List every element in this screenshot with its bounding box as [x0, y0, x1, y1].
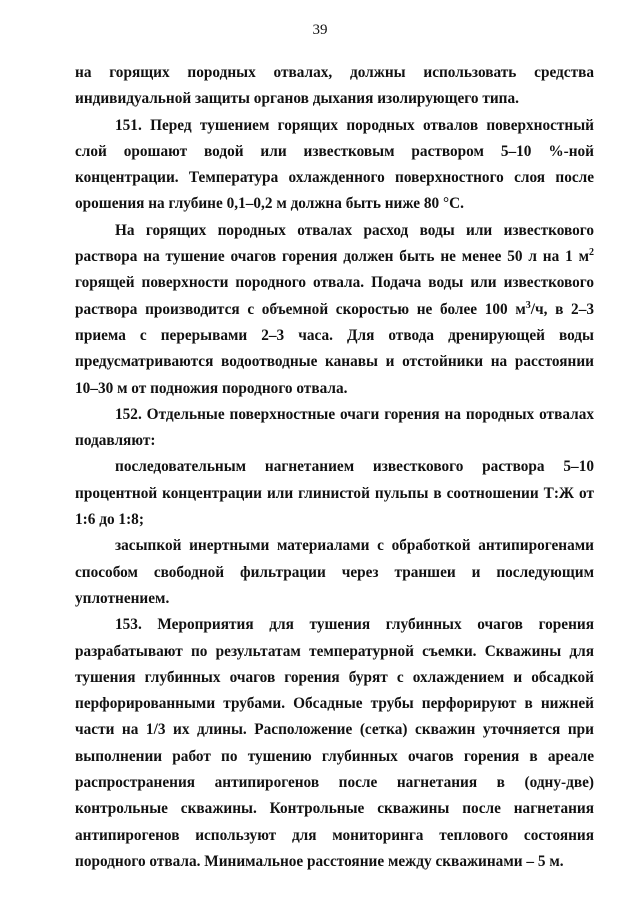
list-item-backfill: засыпкой инертными материалами с обработкой антипирогенами способом свободной фильтрации через траншеи и последующим уплотнением. [75, 537, 594, 607]
document-body [75, 60, 594, 875]
page-number: 39 [312, 22, 328, 38]
paragraph-text: На горящих породных отвалах расход воды или известкового раствора на тушение очагов горения должен быть не менее 50 л на 1 м [75, 221, 594, 266]
list-item-injection: последовательным нагнетанием известкового раствора 5–10 процентной концентрации или глинистой пульпы в соотношении Т:Ж от 1:6 до 1:8; [75, 458, 594, 529]
superscript-cube: 3 [525, 299, 531, 311]
paragraph-continuation: на горящих породных отвалах, должны использовать средства индивидуальной защиты органов дыхания изолирующего типа. [75, 64, 594, 108]
paragraph-text: горящей поверхности породного отвала. Подача воды или известкового раствора производится с объемной скоростью не более 100 м [75, 274, 594, 318]
paragraph-water-consumption [75, 218, 594, 402]
superscript-square: 2 [589, 247, 594, 259]
paragraph-153: 153. Мероприятия для тушения глубинных очагов горения разрабатывают по результатам температурной съемки. Скважины для тушения глубинных очагов горения бурят с охлаждением и обсадкой перфорированными трубами. Обсадные трубы перфорируют в нижней части на 1/3 их длины. Расположение (сетка) скважин уточняется при выполнении работ по тушению глубинных очагов горения в ареале распространения антипирогенов после нагнетания в (одну-две) контрольные скважины. Контрольные скважины после нагнетания антипирогенов используют для мониторинга теплового состояния породного отвала. Минимальное расстояние между скважинами – 5 м. [75, 616, 594, 870]
paragraph-text: /ч, в 2–3 приема с перерывами 2–3 часа. Для отвода дренирующей воды предусматриваются водоотводные канавы и отстойники на расстоянии 10–30 м от подножия породного отвала. [75, 300, 594, 397]
paragraph-152: 152. Отдельные поверхностные очаги горения на породных отвалах подавляют: [75, 405, 594, 450]
paragraph-151: 151. Перед тушением горящих породных отвалов поверхностный слой орошают водой или известковым раствором 5–10 %-ной концентрации. Температура охлажденного поверхностного слоя после орошения на глубине 0,1–0,2 м должна быть ниже 80 °С. [75, 116, 594, 213]
